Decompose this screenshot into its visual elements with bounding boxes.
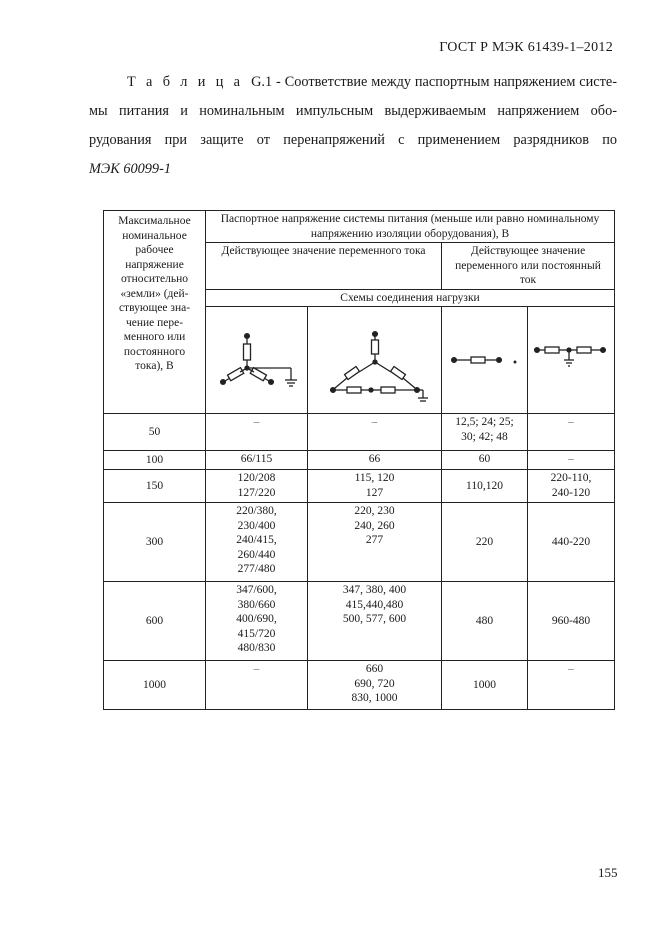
acdc-header: Действующее значение переменного или постоянный ток xyxy=(442,243,615,290)
empty-dash: – xyxy=(568,663,574,675)
table-caption xyxy=(89,68,617,184)
cell-value: 240/415, xyxy=(236,534,277,546)
cell-value: 400/690, xyxy=(236,613,277,625)
voltage-cell-c3 xyxy=(442,503,528,582)
voltage-cell-c1 xyxy=(206,503,308,582)
header-line: относительно xyxy=(120,273,189,285)
voltage-cell-c3 xyxy=(442,470,528,503)
cell-value: 220/380, xyxy=(236,505,277,517)
header-line: рабочее xyxy=(135,244,174,256)
voltage-cell-c2 xyxy=(308,414,442,451)
cell-value: 480/830 xyxy=(237,642,276,654)
cell-value: 12,5; 24; 25; xyxy=(455,416,514,428)
empty-dash: – xyxy=(568,453,574,465)
two-wire-diagram-icon xyxy=(445,310,525,410)
voltage-cell-c1 xyxy=(206,451,308,470)
cell-value: 115, 120 xyxy=(354,472,395,484)
voltage-cell-c2 xyxy=(308,503,442,582)
header-line: «земли» (дей- xyxy=(120,287,189,300)
cell-value: 220, 230 xyxy=(354,505,395,517)
cell-value: 120/208 xyxy=(237,472,276,484)
cell-value: 30; 42; 48 xyxy=(461,430,508,443)
voltage-cell-c3 xyxy=(442,414,528,451)
table-row xyxy=(104,661,615,710)
voltage-cell-c4 xyxy=(528,503,615,582)
voltage-cell-c2 xyxy=(308,661,442,710)
voltage-cell-c4 xyxy=(528,582,615,661)
voltage-cell-c3 xyxy=(442,582,528,661)
voltage-cell-c3 xyxy=(442,661,528,710)
max-voltage-cell: 600 xyxy=(104,582,206,661)
empty-dash: – xyxy=(371,416,378,428)
delta-three-phase-diagram-icon xyxy=(311,310,439,410)
voltage-cell-c4 xyxy=(528,451,615,470)
cell-value: 500, 577, 600 xyxy=(342,613,407,625)
caption-line-1: Т а б л и ц а G.1 - Соответствие между паспортным напряжением систе- xyxy=(127,74,617,90)
cell-value: 690, 720 xyxy=(354,677,395,690)
voltage-cell-c4 xyxy=(528,470,615,503)
cell-value: 66 xyxy=(368,453,381,465)
cell-value: 347, 380, 400 xyxy=(342,584,407,596)
header-line: напряжение xyxy=(125,258,184,271)
cell-value: 1000 xyxy=(473,678,496,691)
cell-value: 60 xyxy=(478,453,491,465)
schemes-header: Схемы соединения нагрузки xyxy=(206,289,615,307)
page-number: 155 xyxy=(598,865,618,880)
ac-header: Действующее значение переменного тока xyxy=(206,243,442,290)
table-body xyxy=(104,414,615,710)
document-header: ГОСТ Р МЭК 61439-1–2012 xyxy=(439,40,613,55)
scheme-two-wire xyxy=(442,307,528,414)
cell-value: 277 xyxy=(365,534,384,546)
cell-value: 230/400 xyxy=(237,519,276,532)
cell-value: 220 xyxy=(475,535,494,548)
header-line: менного или xyxy=(123,331,186,343)
voltage-table xyxy=(103,210,615,710)
table-row xyxy=(104,451,615,470)
voltage-cell-c1 xyxy=(206,414,308,451)
max-voltage-cell: 150 xyxy=(104,470,206,503)
cell-value: 240, 260 xyxy=(354,519,395,532)
table-row xyxy=(104,470,615,503)
cell-value: 480 xyxy=(475,614,494,627)
table-row xyxy=(104,503,615,582)
voltage-cell-c2 xyxy=(308,451,442,470)
cell-value: 660 xyxy=(365,663,384,675)
header-line: постоянного xyxy=(123,345,186,358)
cell-value: 440-220 xyxy=(551,535,591,548)
scheme-single-phase-star xyxy=(206,307,308,414)
voltage-cell-c1 xyxy=(206,470,308,503)
voltage-cell-c4 xyxy=(528,414,615,451)
empty-dash: – xyxy=(253,663,260,675)
voltage-cell-c2 xyxy=(308,582,442,661)
header-line: ствующее зна- xyxy=(118,302,191,314)
voltage-cell-c4 xyxy=(528,661,615,710)
max-voltage-cell: 100 xyxy=(104,451,206,470)
caption-line-2: мы питания и номинальным импульсным выдерживаемым напряжением обо- xyxy=(89,103,617,119)
group-header: Паспортное напряжение системы питания (меньше или равно номинальному напряжению изоляции оборудования), В xyxy=(206,211,615,243)
cell-value: 830, 1000 xyxy=(351,692,398,704)
scheme-three-wire xyxy=(528,307,615,414)
caption-line-4: МЭК 60099-1 xyxy=(89,161,171,177)
voltage-cell-c1 xyxy=(206,582,308,661)
max-voltage-cell: 50 xyxy=(104,414,206,451)
table-row xyxy=(104,582,615,661)
cell-value: 415,440,480 xyxy=(345,598,404,611)
three-wire-midpoint-diagram-icon xyxy=(529,310,613,410)
caption-label: Т а б л и ц а xyxy=(127,74,244,90)
cell-value: 260/440 xyxy=(237,548,276,561)
cell-value: 127 xyxy=(365,486,384,499)
cell-value: 110,120 xyxy=(466,479,503,492)
cell-value: 380/660 xyxy=(237,598,276,611)
cell-value: 347/600, xyxy=(236,584,277,596)
empty-dash: – xyxy=(253,416,260,428)
cell-value: 66/115 xyxy=(240,453,273,465)
cell-value: 127/220 xyxy=(237,486,276,499)
header-line: чение пере- xyxy=(125,316,184,329)
star-single-phase-diagram-icon xyxy=(209,310,305,410)
voltage-cell-c3 xyxy=(442,451,528,470)
header-line: Максимальное xyxy=(118,215,191,227)
voltage-cell-c1 xyxy=(206,661,308,710)
cell-value: 415/720 xyxy=(237,627,276,640)
col1-header-lines xyxy=(106,214,203,374)
cell-value: 277/480 xyxy=(237,563,276,575)
col1-header xyxy=(104,211,206,414)
max-voltage-cell: 1000 xyxy=(104,661,206,710)
table-row xyxy=(104,414,615,451)
cell-value: 220-110, xyxy=(550,472,592,484)
cell-value: 240-120 xyxy=(551,486,591,499)
max-voltage-cell: 300 xyxy=(104,503,206,582)
header-line: номинальное xyxy=(122,229,187,242)
scheme-three-phase-delta xyxy=(308,307,442,414)
voltage-cell-c2 xyxy=(308,470,442,503)
caption-line-3: рудования при защите от перенапряжений с применением разрядников по xyxy=(89,132,617,148)
header-line: тока), В xyxy=(135,360,174,372)
empty-dash: – xyxy=(568,416,574,428)
cell-value: 960-480 xyxy=(551,614,591,627)
